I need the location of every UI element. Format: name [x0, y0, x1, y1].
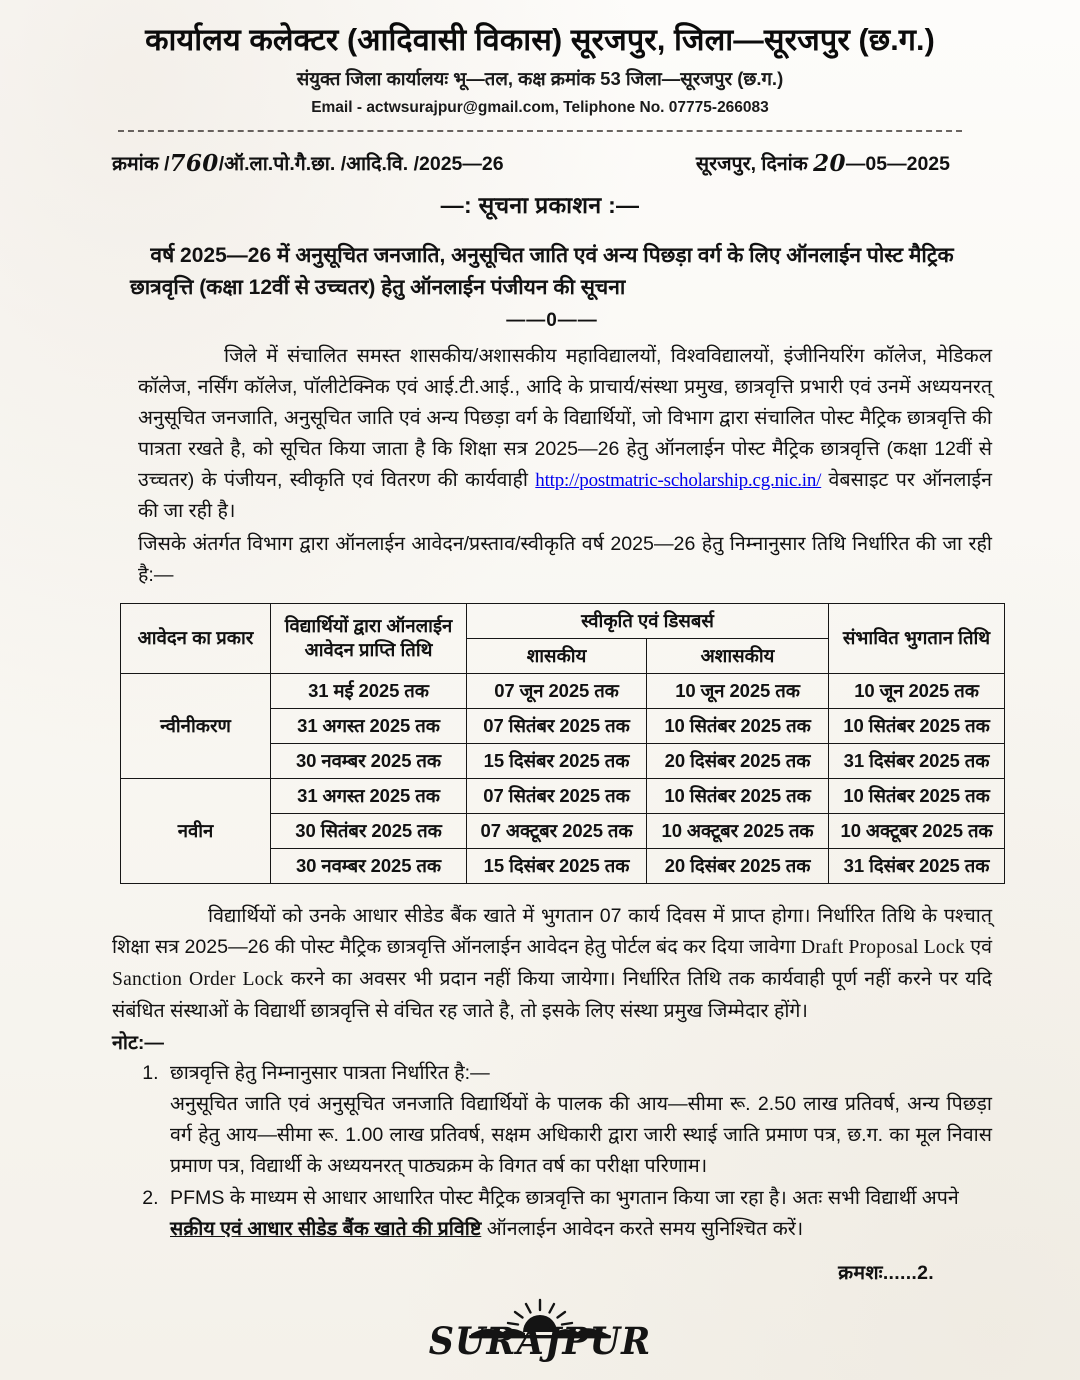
footer-logo	[0, 1294, 1080, 1362]
cell-student-date: 31 अगस्त 2025 तक	[271, 778, 467, 813]
office-subtitle: संयुक्त जिला कार्यालयः भू—तल, कक्ष क्रमांक 53 जिला—सूरजपुर (छ.ग.)	[296, 68, 784, 90]
date-day: 20	[813, 150, 846, 178]
schedule-table-body	[121, 673, 1005, 883]
cell-nongovt-date: 20 दिसंबर 2025 तक	[647, 849, 829, 884]
cell-nongovt-date: 10 सितंबर 2025 तक	[647, 778, 829, 813]
reference-number: 760	[169, 150, 219, 178]
cell-payment-date: 31 दिसंबर 2025 तक	[829, 849, 1005, 884]
sanction-order-lock-term: Sanction Order Lock	[112, 968, 284, 990]
table-row	[121, 778, 1005, 813]
scholarship-portal-link[interactable]: http://postmatric-scholarship.cg.nic.in/	[535, 469, 822, 491]
cell-govt-date: 07 सितंबर 2025 तक	[467, 708, 647, 743]
reference-code: /ऑ.ला.पो.गै.छा. /आदि.वि. /2025—26	[218, 153, 504, 176]
reference-label: क्रमांक /	[112, 153, 170, 176]
cell-student-date: 30 नवम्बर 2025 तक	[271, 849, 467, 884]
cell-payment-date: 10 सितंबर 2025 तक	[829, 778, 1005, 813]
note-2-text-post: ऑनलाईन आवेदन करते समय सुनिश्चित करें।	[481, 1217, 804, 1240]
reference-line	[112, 149, 968, 177]
header-divider	[118, 130, 962, 132]
table-header-row-1	[121, 603, 1005, 638]
cell-student-date: 30 सितंबर 2025 तक	[271, 813, 467, 848]
draft-proposal-lock-term: Draft Proposal Lock	[801, 937, 965, 959]
notice-title: वर्ष 2025—26 में अनुसूचित जनजाति, अनुसूचित जाति एवं अन्य पिछड़ा वर्ग के लिए ऑनलाईन पोस्ट मैट्रिक छात्रवृत्ति (कक्षा 12वीं से उच्चतर) हेतु ऑनलाईन पंजीयन की सूचना	[130, 244, 954, 300]
section-divider: ——0——	[506, 310, 598, 332]
post-table-text-a: विद्यार्थियों को उनके आधार सीडेड बैंक खाते में भुगतान 07 कार्य दिवस में प्राप्त होगा। निर्धारित तिथि के पश्चात् शिक्षा सत्र 2025—26 की पोस्ट मैट्रिक छात्रवृत्ति ऑनलाईन आवेदन हेतु पोर्टल बंद कर दिया जावेगा	[112, 905, 992, 959]
th-expected-payment-date: संभावित भुगतान तिथि	[829, 603, 1005, 673]
cell-nongovt-date: 10 अक्टूबर 2025 तक	[647, 813, 829, 848]
cell-nongovt-date: 10 जून 2025 तक	[647, 673, 829, 708]
intro-paragraph-part2: वेबसाइट पर ऑनलाईन की जा रही है।	[138, 468, 992, 522]
note-label: नोट:—	[112, 1031, 164, 1054]
schedule-intro-paragraph	[112, 529, 992, 591]
cell-student-date: 31 अगस्त 2025 तक	[271, 708, 467, 743]
cell-nongovt-date: 20 दिसंबर 2025 तक	[647, 743, 829, 778]
reference-left	[112, 149, 504, 177]
office-title: कार्यालय कलेक्टर (आदिवासी विकास) सूरजपुर, जिला—सूरजपुर (छ.ग.)	[145, 23, 935, 57]
th-sanction-disburse: स्वीकृति एवं डिसबर्स	[467, 603, 829, 638]
surajpur-logo-text: SURAJPUR	[428, 1319, 652, 1364]
schedule-intro-text: जिसके अंतर्गत विभाग द्वारा ऑनलाईन आवेदन/प्रस्ताव/स्वीकृति वर्ष 2025—26 हेतु निम्नानुसार तिथि निर्धारित की जा रही है:—	[138, 532, 992, 586]
cell-student-date: 31 मई 2025 तक	[271, 673, 467, 708]
cell-payment-date: 31 दिसंबर 2025 तक	[829, 743, 1005, 778]
table-row	[121, 673, 1005, 708]
date-rest: —05—2025	[845, 153, 950, 176]
cell-govt-date: 07 सितंबर 2025 तक	[467, 778, 647, 813]
cell-govt-date: 15 दिसंबर 2025 तक	[467, 743, 647, 778]
intro-paragraph-part1: जिले में संचालित समस्त शासकीय/अशासकीय महाविद्यालयों, विश्वविद्यालयों, इंजीनियरिंग कॉलेज, मेडिकल कॉलेज, नर्सिंग कॉलेज, पॉलीटेक्निक एवं आई.टी.आई., आदि के प्राचार्य/संस्था प्रमुख, छात्रवृत्ति प्रभारी एवं उनमें अध्ययनरत् अनुसूचित जनजाति, अनुसूचित जाति एवं अन्य पिछड़ा वर्ग के विद्यार्थियों, जो विभाग द्वारा संचालित पोस्ट मैट्रिक छात्रवृत्ति की पात्रता रखते है, को सूचित किया जाता है कि शिक्षा सत्र 2025—26 हेतु ऑनलाईन पोस्ट मैट्रिक छात्रवृत्ति (कक्षा 12वीं से उच्चतर) के पंजीयन, स्वीकृति एवं वितरण की कार्यवाही	[138, 345, 992, 491]
continued-marker: क्रमशः......2.	[838, 1262, 934, 1285]
document-header	[0, 0, 1080, 117]
schedule-table	[120, 603, 1005, 884]
place-date-label: सूरजपुर, दिनांक	[695, 153, 808, 176]
note-1-body: अनुसूचित जाति एवं अनुसूचित जनजाति विद्यार्थियों के पालक की आय—सीमा रू. 2.50 लाख प्रतिवर्ष, अन्य पिछड़ा वर्ग हेतु आय—सीमा रू. 1.00 लाख प्रतिवर्ष, सक्षम अधिकारी द्वारा जारी स्थाई जाति प्रमाण पत्र, छ.ग. का मूल निवास प्रमाण पत्र, विद्यार्थी के अध्ययनरत् पाठ्यक्रम के विगत वर्ष का परीक्षा परिणाम।	[170, 1093, 992, 1177]
note-1-heading: छात्रवृत्ति हेतु निम्नानुसार पात्रता निर्धारित है:—	[170, 1061, 490, 1084]
cell-student-date: 30 नवम्बर 2025 तक	[271, 743, 467, 778]
surajpur-logo	[415, 1294, 665, 1362]
cell-payment-date: 10 सितंबर 2025 तक	[829, 708, 1005, 743]
note-2-text-pre: PFMS के माध्यम से आधार आधारित पोस्ट मैट्रिक छात्रवृत्ति का भुगतान किया जा रहा है। अतः सभी विद्यार्थी अपने	[170, 1187, 959, 1210]
cell-nongovt-date: 10 सितंबर 2025 तक	[647, 708, 829, 743]
post-table-paragraph	[112, 901, 992, 1027]
schedule-table-head	[121, 603, 1005, 673]
office-contact: Email - actwsurajpur@gmail.com, Teliphone No. 07775-266083	[311, 99, 769, 117]
list-item	[164, 1058, 992, 1181]
subject-heading: —: सूचना प्रकाशन :—	[440, 192, 640, 219]
intro-paragraph	[112, 341, 992, 527]
post-table-conjunction: एवं	[964, 936, 992, 959]
reference-right	[696, 149, 968, 177]
notes-list	[112, 1058, 992, 1244]
cell-govt-date: 07 अक्टूबर 2025 तक	[467, 813, 647, 848]
cell-govt-date: 15 दिसंबर 2025 तक	[467, 849, 647, 884]
th-application-type: आवेदन का प्रकार	[121, 603, 271, 673]
cell-govt-date: 07 जून 2025 तक	[467, 673, 647, 708]
th-student-application-date: विद्यार्थियों द्वारा ऑनलाईन आवेदन प्राप्ति तिथि	[271, 603, 467, 673]
document-body	[112, 240, 992, 1285]
th-government: शासकीय	[467, 638, 647, 673]
th-non-government: अशासकीय	[647, 638, 829, 673]
note-2-emphasis: सक्रीय एवं आधार सीडेड बैंक खाते की प्रविष्टि	[170, 1217, 482, 1240]
list-item	[164, 1183, 992, 1244]
group-label-renewal: न्वीनीकरण	[121, 673, 271, 778]
cell-payment-date: 10 अक्टूबर 2025 तक	[829, 813, 1005, 848]
post-table-text-b: करने का अवसर भी प्रदान नहीं किया जायेगा। निर्धारित तिथि तक कार्यवाही पूर्ण नहीं करने पर यदि संबंधित संस्थाओं के विद्यार्थी छात्रवृत्ति से वंचित रह जाते है, तो इसके लिए संस्था प्रमुख जिम्मेदार होंगे।	[112, 967, 992, 1022]
group-label-new: नवीन	[121, 778, 271, 883]
cell-payment-date: 10 जून 2025 तक	[829, 673, 1005, 708]
